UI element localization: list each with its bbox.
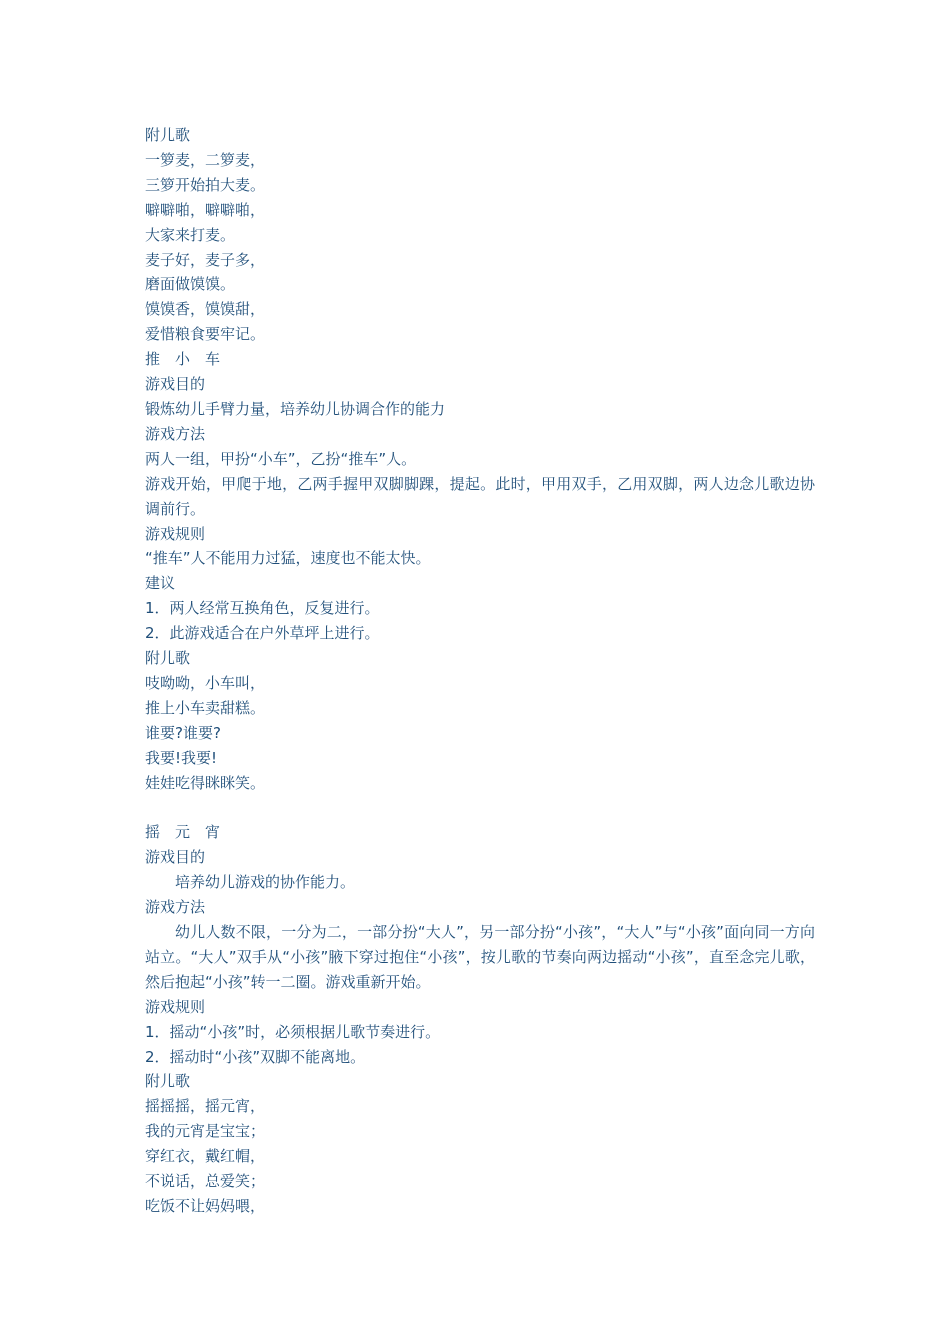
rhyme-line: 噼噼啪，噼噼啪，: [145, 200, 266, 219]
suggest-item: 1．两人经常互换角色，反复进行。: [145, 599, 380, 618]
suggest-item: 2．此游戏适合在户外草坪上进行。: [145, 624, 380, 643]
rhyme-line: 麦子好，麦子多，: [145, 250, 266, 269]
rhyme-heading: 附儿歌: [145, 1072, 191, 1091]
rhyme-line: 吃饭不让妈妈喂，: [145, 1196, 266, 1215]
rhyme-line: 穿红衣，戴红帽，: [145, 1147, 266, 1166]
method-heading: 游戏方法: [145, 898, 206, 917]
rhyme-line: 一箩麦，二箩麦，: [145, 150, 266, 169]
rhyme-line: 馍馍香，馍馍甜，: [145, 300, 266, 319]
rhyme-line: 爱惜粮食要牢记。: [145, 325, 266, 344]
method-heading: 游戏方法: [145, 424, 206, 443]
rhyme-line: 谁要?谁要?: [145, 723, 221, 742]
rhyme-heading: 附儿歌: [145, 126, 191, 144]
rhyme-line: 我的元宵是宝宝；: [145, 1122, 266, 1141]
rules-heading: 游戏规则: [145, 524, 206, 543]
rhyme-line: 大家来打麦。: [145, 225, 236, 244]
rules-text: “推车”人不能用力过猛，速度也不能太快。: [145, 549, 431, 568]
rhyme-heading: 附儿歌: [145, 649, 191, 668]
rules-item: 1．摇动“小孩”时，必须根据儿歌节奏进行。: [145, 1022, 441, 1041]
rhyme-line: 推上小车卖甜糕。: [145, 698, 266, 717]
blank-line: [145, 795, 815, 820]
game-title: 推 小 车: [145, 350, 221, 369]
rhyme-line: 不说话，总爱笑；: [145, 1172, 266, 1191]
rhyme-line: 我要!我要!: [145, 748, 218, 767]
rules-item: 2．摇动时“小孩”双脚不能离地。: [145, 1047, 366, 1066]
rhyme-line: 三箩开始拍大麦。: [145, 175, 266, 194]
rhyme-line: 摇摇摇，摇元宵，: [145, 1097, 266, 1116]
rhyme-line: 吱呦呦，小车叫，: [145, 673, 266, 692]
game-title: 摇 元 宵: [145, 823, 221, 842]
purpose-text: 锻炼幼儿手臂力量，培养幼儿协调合作的能力: [145, 399, 446, 418]
suggest-heading: 建议: [145, 574, 176, 593]
document-page: [145, 123, 815, 1219]
method-text: 两人一组，甲扮“小车”，乙扮“推车”人。: [145, 449, 417, 468]
purpose-text: 培养幼儿游戏的协作能力。: [175, 873, 356, 892]
method-text: 游戏开始，甲爬于地，乙两手握甲双脚脚踝，提起。此时，甲用双手，乙用双脚，两人边念儿歌边协调前行。: [145, 474, 815, 518]
method-text: 幼儿人数不限，一分为二，一部分扮“大人”，另一部分扮“小孩”，“大人”与“小孩”面向同一方向站立。“大人”双手从“小孩”腋下穿过抱住“小孩”，按儿歌的节奏向两边摇动“小孩”，直至念完儿歌，然后抱起“小孩”转一二圈。游戏重新开始。: [145, 922, 815, 991]
purpose-heading: 游戏目的: [145, 848, 206, 867]
rhyme-line: 娃娃吃得眯眯笑。: [145, 773, 266, 792]
purpose-heading: 游戏目的: [145, 375, 206, 394]
rhyme-line: 磨面做馍馍。: [145, 275, 236, 294]
rules-heading: 游戏规则: [145, 997, 206, 1016]
